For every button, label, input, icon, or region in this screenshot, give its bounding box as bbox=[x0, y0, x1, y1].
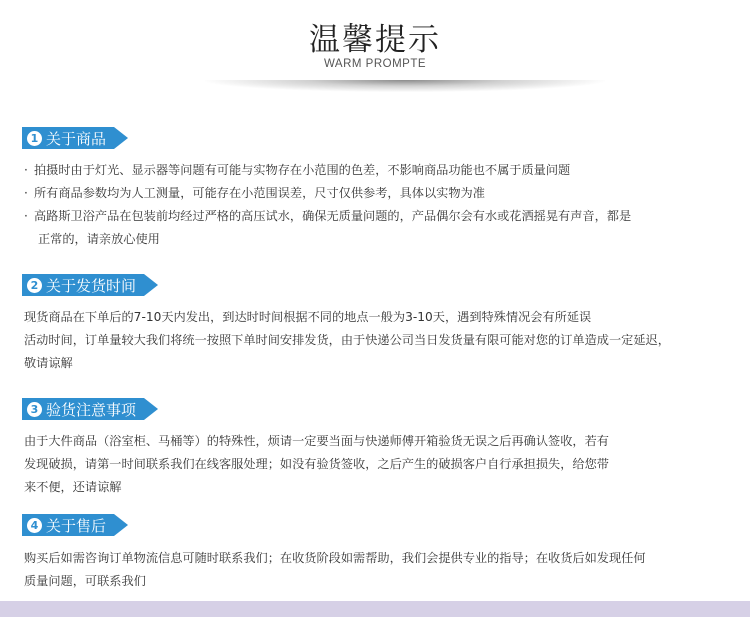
list-item: · 拍摄时由于灯光、显示器等问题有可能与实物存在小范围的色差，不影响商品功能也不属于质量问题 bbox=[24, 159, 739, 182]
tag-arrow-shape bbox=[114, 127, 128, 149]
number-circle-icon: 2 bbox=[27, 278, 42, 293]
paragraph-line: 质量问题，可联系我们 bbox=[24, 574, 146, 588]
section-body-after-sales bbox=[24, 547, 739, 593]
section-body-shipping bbox=[24, 306, 739, 375]
paragraph-line: 发现破损，请第一时间联系我们在线客服处理；如没有验货签收，之后产生的破损客户自行承担损失，给您带 bbox=[24, 457, 609, 471]
section-tag-body bbox=[22, 127, 114, 149]
paragraph-line: 由于大件商品（浴室柜、马桶等）的特殊性，烦请一定要当面与快递师傅开箱验货无误之后再确认签收，若有 bbox=[24, 434, 609, 448]
section-tag-after-sales bbox=[22, 514, 128, 536]
section-body-products bbox=[24, 159, 739, 251]
section-heading: 关于发货时间 bbox=[46, 276, 137, 295]
section-tag-body bbox=[22, 398, 144, 420]
bottom-divider-bar bbox=[0, 601, 750, 617]
number-circle-icon: 1 bbox=[27, 131, 42, 146]
number-circle-icon: 3 bbox=[27, 402, 42, 417]
section-tag-shipping bbox=[22, 274, 158, 296]
section-tag-products bbox=[22, 127, 128, 149]
section-tag-inspection bbox=[22, 398, 158, 420]
paragraph-line: 购买后如需咨询订单物流信息可随时联系我们；在收货阶段如需帮助，我们会提供专业的指导；在收货后如发现任何 bbox=[24, 551, 646, 565]
section-tag-body bbox=[22, 274, 144, 296]
title-shadow-divider bbox=[205, 80, 605, 92]
page-header bbox=[0, 0, 750, 95]
list-item: · 所有商品参数均为人工测量，可能存在小范围误差，尺寸仅供参考，具体以实物为准 bbox=[24, 182, 739, 205]
tag-arrow-shape bbox=[114, 514, 128, 536]
section-heading: 验货注意事项 bbox=[46, 400, 137, 419]
section-heading: 关于售后 bbox=[46, 516, 107, 535]
page-subtitle: WARM PROMPTE bbox=[323, 58, 427, 70]
paragraph-line: 敬请谅解 bbox=[24, 356, 73, 370]
section-body-inspection bbox=[24, 430, 739, 499]
number-circle-icon: 4 bbox=[27, 518, 42, 533]
tag-arrow-shape bbox=[144, 398, 158, 420]
list-item: · 高路斯卫浴产品在包装前均经过严格的高压试水，确保无质量问题的，产品偶尔会有水或花洒摇晃有声音，都是 bbox=[24, 205, 739, 228]
page-title: 温馨提示 bbox=[309, 22, 441, 58]
list-item-continuation: 正常的，请亲放心使用 bbox=[38, 232, 160, 246]
paragraph-line: 现货商品在下单后的7-10天内发出，到达时时间根据不同的地点一般为3-10天，遇到特殊情况会有所延误 bbox=[24, 310, 592, 324]
section-tag-body bbox=[22, 514, 114, 536]
paragraph-line: 来不便，还请谅解 bbox=[24, 480, 122, 494]
section-heading: 关于商品 bbox=[46, 129, 107, 148]
paragraph-line: 活动时间，订单量较大我们将统一按照下单时间安排发货，由于快递公司当日发货量有限可能对您的订单造成一定延迟， bbox=[24, 333, 670, 347]
tag-arrow-shape bbox=[144, 274, 158, 296]
